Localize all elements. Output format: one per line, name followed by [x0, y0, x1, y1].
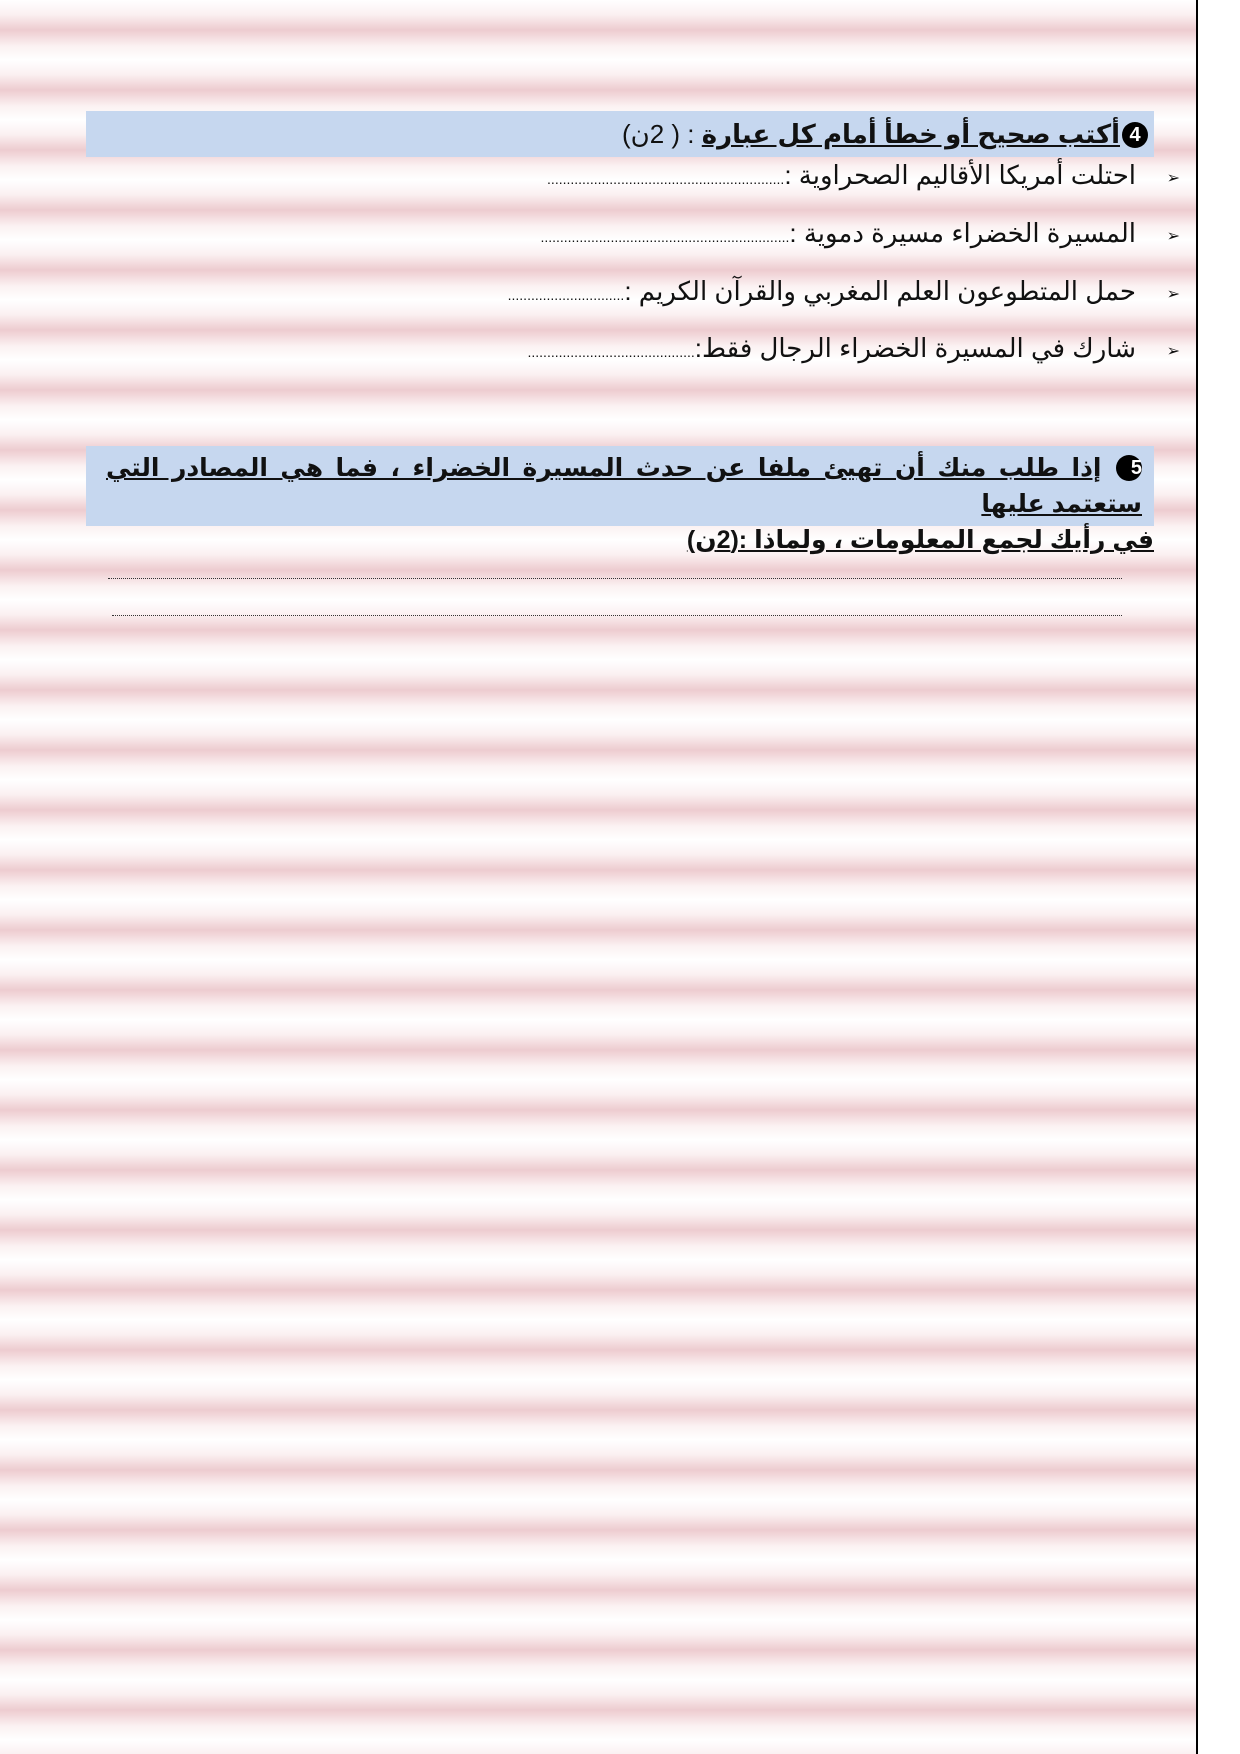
- question-number-badge: 4: [1122, 122, 1148, 148]
- arrowhead-bullet-icon: ➢: [1166, 170, 1180, 187]
- answer-line-2[interactable]: [112, 615, 1122, 616]
- answer-line-1[interactable]: [108, 578, 1122, 579]
- question-5-header: [86, 446, 1154, 554]
- page-right-margin: [1198, 0, 1240, 1754]
- question-4-points: : ( 2ن): [621, 119, 702, 149]
- statement-text: احتلت أمريكا الأقاليم الصحراوية :: [784, 160, 1136, 190]
- statement-text: حمل المتطوعون العلم المغربي والقرآن الكريم :: [624, 276, 1136, 306]
- question-5-line-2: [86, 522, 1154, 558]
- question-5-text-line-2: في رأيك لجمع المعلومات ، ولماذا :(2ن): [686, 526, 1154, 554]
- answer-blank[interactable]: ................................................................: [540, 229, 790, 245]
- statement-text: شارك في المسيرة الخضراء الرجال فقط:: [694, 333, 1136, 363]
- answer-blank[interactable]: ...........................................: [527, 344, 695, 360]
- statement-1: [547, 160, 1180, 191]
- statement-2: [540, 218, 1180, 249]
- question-4-header: [86, 111, 1154, 157]
- page-margin-line: [1196, 0, 1198, 1754]
- question-4-title: أكتب صحيح أو خطأ أمام كل عبارة: [701, 119, 1120, 149]
- statement-text: المسيرة الخضراء مسيرة دموية :: [789, 218, 1136, 248]
- arrowhead-bullet-icon: ➢: [1166, 286, 1180, 303]
- arrowhead-bullet-icon: ➢: [1166, 228, 1180, 245]
- question-number-badge: 5: [1116, 455, 1142, 481]
- statement-4: [527, 333, 1180, 364]
- statement-3: [507, 276, 1180, 307]
- arrowhead-bullet-icon: ➢: [1166, 343, 1180, 360]
- question-5-text-line-1: إذا طلب منك أن تهيئ ملفا عن حدث المسيرة الخضراء ، فما هي المصادر التي ستعتمد عليها: [106, 454, 1142, 518]
- question-5-line-1: [86, 450, 1154, 522]
- answer-blank[interactable]: .............................................................: [547, 171, 785, 187]
- answer-blank[interactable]: ..............................: [507, 287, 625, 303]
